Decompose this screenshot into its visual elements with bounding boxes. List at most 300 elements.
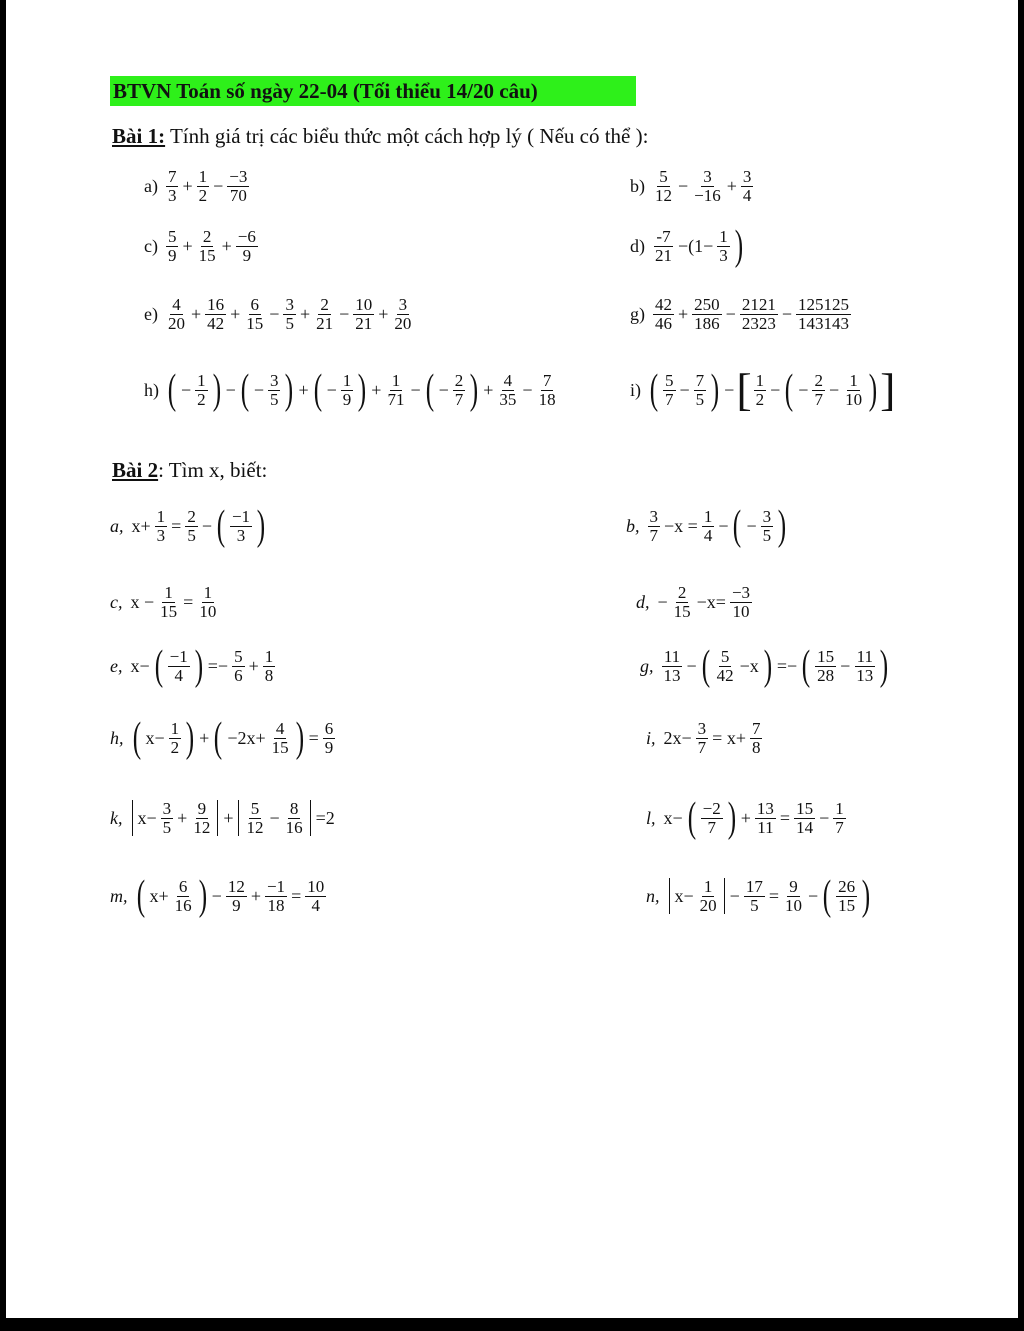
denominator: 20 — [394, 313, 412, 333]
operator: − — [211, 885, 222, 906]
numerator: 1 — [170, 718, 180, 738]
fraction — [173, 878, 194, 915]
denominator: 2323 — [741, 313, 776, 333]
numerator: 3 — [269, 370, 279, 390]
fraction — [843, 372, 864, 409]
numerator: 3 — [742, 166, 752, 186]
operator: −(1− — [678, 235, 714, 256]
numerator: −3 — [229, 166, 248, 186]
operator: = — [291, 885, 302, 906]
bai2-item — [646, 706, 764, 770]
operator: + — [371, 379, 382, 400]
operator: − — [798, 379, 809, 400]
left-paren: ( — [214, 715, 223, 761]
numerator: −2 — [702, 798, 721, 818]
bai2-text: : Tìm x, biết: — [158, 458, 268, 482]
bai1-item — [630, 282, 853, 346]
denominator: 5 — [162, 817, 172, 837]
right-paren: ) — [777, 503, 787, 549]
denominator: 5 — [269, 389, 279, 409]
operator: − — [269, 303, 280, 324]
fraction — [166, 296, 187, 333]
right-paren: ) — [358, 367, 367, 413]
operator: = — [183, 591, 194, 612]
operator: x − — [130, 591, 155, 612]
operator: − — [438, 379, 449, 400]
fraction — [392, 296, 413, 333]
numerator: 15 — [817, 646, 835, 666]
operator: −x = — [664, 515, 698, 536]
operator: − — [725, 303, 736, 324]
fraction — [730, 584, 752, 621]
fraction — [755, 800, 776, 837]
operator: − — [729, 885, 740, 906]
operator: x− — [663, 807, 683, 828]
numerator: 4 — [503, 370, 513, 390]
operator: x− — [137, 807, 157, 828]
fraction — [754, 372, 767, 409]
numerator: 3 — [697, 718, 707, 738]
item-label: i, — [646, 727, 656, 748]
denominator: 5 — [750, 895, 759, 915]
numerator: 6 — [324, 718, 334, 738]
bai1-item — [144, 154, 251, 218]
item-label: k, — [110, 807, 123, 828]
operator: = — [768, 885, 779, 906]
operator: + — [221, 235, 232, 256]
fraction — [195, 372, 208, 409]
denominator: 35 — [499, 389, 517, 409]
numerator: 10 — [307, 876, 325, 896]
numerator: 5 — [234, 646, 243, 666]
fraction — [812, 372, 825, 409]
bai2-item — [110, 634, 277, 698]
fraction — [698, 878, 719, 915]
fraction — [284, 800, 305, 837]
right-paren: ) — [198, 873, 207, 919]
bai2-item — [636, 570, 754, 634]
fraction — [161, 800, 174, 837]
numerator: 2 — [814, 370, 823, 390]
numerator: 5 — [720, 646, 730, 666]
denominator: 21 — [316, 313, 334, 333]
operator: = — [171, 515, 182, 536]
denominator: 12 — [655, 185, 672, 205]
document-page — [6, 0, 1018, 1318]
denominator: 9 — [167, 245, 177, 265]
operator: −2x+ — [227, 727, 266, 748]
fraction — [314, 296, 335, 333]
fraction — [702, 508, 715, 545]
operator: + — [378, 303, 389, 324]
operator: − — [770, 379, 781, 400]
operator: + — [223, 807, 234, 828]
item-label: l, — [646, 807, 656, 828]
fraction — [191, 800, 212, 837]
item-label: d) — [630, 235, 645, 256]
denominator: 18 — [267, 895, 285, 915]
operator: + — [678, 303, 689, 324]
denominator: 10 — [732, 601, 750, 621]
fraction — [155, 508, 168, 545]
fraction — [692, 296, 722, 333]
fraction — [794, 800, 815, 837]
fraction — [761, 508, 774, 545]
fraction — [696, 720, 709, 757]
denominator: 12 — [193, 817, 211, 837]
item-label: m, — [110, 885, 128, 906]
operator: + — [298, 379, 309, 400]
operator: + — [483, 379, 494, 400]
denominator: 15 — [246, 313, 264, 333]
denominator: 4 — [703, 525, 713, 545]
bai1-item — [630, 214, 746, 278]
item-label: h) — [144, 379, 159, 400]
bai2-label: Bài 2 — [112, 458, 159, 482]
right-paren: ) — [763, 643, 773, 689]
numerator: 42 — [655, 294, 672, 314]
left-paren: ( — [785, 367, 794, 413]
denominator: 14 — [796, 817, 814, 837]
numerator: 1 — [755, 370, 765, 390]
denominator: 42 — [716, 665, 734, 685]
denominator: 2 — [198, 185, 208, 205]
numerator: −1 — [169, 646, 188, 666]
fraction — [715, 648, 736, 685]
operator: − — [807, 885, 819, 906]
item-label: n, — [646, 885, 660, 906]
left-paren: ( — [167, 367, 177, 413]
bai2-item — [110, 570, 220, 634]
numerator: 7 — [167, 166, 177, 186]
denominator: 46 — [655, 313, 672, 333]
denominator: 6 — [234, 665, 243, 685]
fraction — [836, 878, 857, 915]
fraction — [323, 720, 336, 757]
operator: =− — [207, 655, 229, 676]
numerator: 5 — [250, 798, 260, 818]
denominator: 12 — [246, 817, 264, 837]
right-paren: ) — [212, 367, 221, 413]
bai1-item — [144, 282, 415, 346]
denominator: 7 — [665, 389, 674, 409]
left-paren: ( — [154, 643, 163, 689]
operator: − — [213, 175, 224, 196]
operator: −x= — [696, 591, 726, 612]
fraction — [185, 508, 198, 545]
fraction — [694, 372, 707, 409]
absolute-value — [238, 800, 310, 837]
operator: + — [740, 807, 751, 828]
fraction — [653, 168, 674, 205]
right-paren: ) — [256, 503, 266, 549]
denominator: 3 — [167, 185, 177, 205]
operator: −x — [739, 655, 759, 676]
operator: − — [269, 807, 280, 828]
operator: = — [779, 807, 791, 828]
denominator: 21 — [355, 313, 373, 333]
fraction — [750, 720, 763, 757]
right-paren: ) — [470, 367, 479, 413]
numerator: −1 — [266, 876, 286, 896]
fraction — [236, 228, 258, 265]
denominator: 3 — [236, 525, 246, 545]
denominator: 5 — [762, 525, 772, 545]
numerator: 10 — [355, 294, 373, 314]
fraction — [265, 878, 287, 915]
fraction — [197, 228, 218, 265]
bai2-heading — [112, 458, 267, 483]
fraction — [169, 720, 182, 757]
operator: + — [190, 303, 202, 324]
denominator: 13 — [856, 665, 874, 685]
fraction — [341, 372, 354, 409]
denominator: 3 — [156, 525, 166, 545]
bai2-item — [646, 786, 848, 850]
left-bracket: [ — [736, 364, 752, 415]
numerator: 250 — [694, 294, 720, 314]
denominator: 16 — [285, 817, 303, 837]
item-label: b, — [626, 515, 640, 536]
fraction — [283, 296, 296, 333]
item-label: a, — [110, 515, 124, 536]
denominator: 4 — [311, 895, 320, 915]
absolute-value — [669, 878, 725, 915]
fraction — [653, 296, 674, 333]
fraction — [353, 296, 374, 333]
right-paren: ) — [734, 223, 743, 269]
numerator: 1 — [203, 582, 213, 602]
operator: − — [522, 379, 533, 400]
right-paren: ) — [710, 367, 720, 413]
numerator: 1 — [719, 226, 728, 246]
absolute-value — [132, 800, 219, 837]
numerator: 11 — [856, 646, 873, 666]
denominator: 7 — [707, 817, 716, 837]
denominator: 71 — [387, 389, 405, 409]
numerator: 9 — [789, 876, 798, 896]
operator: − — [201, 515, 212, 536]
operator: − — [339, 303, 350, 324]
denominator: 10 — [845, 389, 863, 409]
page-title: BTVN Toán số ngày 22-04 (Tối thiểu 14/20 câu) — [110, 76, 636, 106]
numerator: 4 — [172, 294, 181, 314]
denominator: 11 — [757, 817, 774, 837]
numerator: 2 — [202, 226, 212, 246]
operator: + — [250, 885, 261, 906]
right-paren: ) — [295, 715, 304, 761]
numerator: 4 — [275, 718, 285, 738]
denominator: 15 — [198, 245, 216, 265]
operator: − — [326, 379, 337, 400]
fraction — [268, 372, 281, 409]
numerator: 2 — [454, 370, 464, 390]
numerator: -7 — [656, 226, 671, 246]
fraction — [230, 508, 252, 545]
item-label: i) — [630, 379, 641, 400]
operator: 2x− — [663, 727, 692, 748]
denominator: 186 — [694, 313, 720, 333]
numerator: 1 — [849, 370, 858, 390]
right-paren: ) — [868, 367, 878, 413]
right-paren: ) — [194, 643, 203, 689]
fraction — [197, 584, 218, 621]
fraction — [263, 648, 276, 685]
fraction — [385, 372, 406, 409]
operator: =− — [776, 655, 798, 676]
operator: − — [678, 175, 689, 196]
numerator: 3 — [762, 506, 772, 526]
numerator: 3 — [398, 294, 408, 314]
item-label: e, — [110, 655, 123, 676]
denominator: 9 — [342, 389, 352, 409]
operator: − — [840, 655, 851, 676]
item-label: a) — [144, 175, 158, 196]
numerator: 3 — [649, 506, 658, 526]
operator: − — [686, 655, 697, 676]
operator: − — [679, 379, 690, 400]
numerator: 7 — [695, 370, 705, 390]
fraction — [244, 296, 265, 333]
numerator: 8 — [289, 798, 299, 818]
fraction — [197, 168, 210, 205]
operator: + — [177, 807, 188, 828]
bai1-item — [144, 358, 560, 422]
denominator: 4 — [742, 185, 752, 205]
bai1-heading — [112, 124, 648, 149]
fraction — [854, 648, 875, 685]
right-paren: ) — [185, 715, 195, 761]
item-label: g) — [630, 303, 645, 324]
fraction — [226, 878, 247, 915]
bai2-item — [110, 786, 337, 850]
left-paren: ( — [822, 873, 832, 919]
bai2-item — [640, 634, 891, 698]
denominator: 13 — [663, 665, 681, 685]
fraction — [796, 296, 851, 333]
numerator: 1 — [391, 370, 401, 390]
denominator: 7 — [814, 389, 823, 409]
operator: + — [182, 235, 193, 256]
denominator: 5 — [695, 389, 705, 409]
fraction — [166, 228, 179, 265]
fraction — [701, 800, 723, 837]
fraction — [692, 168, 723, 205]
numerator: 6 — [178, 876, 188, 896]
bai1-item — [630, 154, 755, 218]
numerator: 1 — [342, 370, 352, 390]
numerator: 3 — [162, 798, 172, 818]
numerator: 2 — [187, 506, 196, 526]
fraction — [653, 228, 674, 265]
operator: + — [199, 727, 210, 748]
denominator: 16 — [174, 895, 192, 915]
operator: − — [657, 591, 668, 612]
left-paren: ( — [687, 795, 696, 841]
numerator: 11 — [663, 646, 681, 666]
left-paren: ( — [425, 367, 434, 413]
fraction — [833, 800, 846, 837]
denominator: 20 — [699, 895, 717, 915]
numerator: 7 — [542, 370, 552, 390]
bai2-item — [646, 864, 873, 928]
denominator: 10 — [784, 895, 802, 915]
fraction — [232, 648, 245, 685]
fraction — [205, 296, 226, 333]
denominator: 15 — [838, 895, 856, 915]
right-paren: ) — [861, 873, 871, 919]
fraction — [783, 878, 804, 915]
denominator: 42 — [207, 313, 225, 333]
fraction — [744, 878, 765, 915]
left-paren: ( — [216, 503, 226, 549]
fraction — [717, 228, 730, 265]
numerator: 16 — [207, 294, 225, 314]
fraction — [270, 720, 291, 757]
denominator: 28 — [817, 665, 835, 685]
denominator: 8 — [751, 737, 761, 757]
operator: + — [726, 175, 737, 196]
numerator: 1 — [264, 646, 274, 666]
left-paren: ( — [801, 643, 811, 689]
left-paren: ( — [136, 873, 145, 919]
operator: − — [718, 515, 729, 536]
denominator: 2 — [755, 389, 765, 409]
left-paren: ( — [313, 367, 322, 413]
item-label: d, — [636, 591, 650, 612]
bai2-item — [110, 706, 337, 770]
operator: + — [230, 303, 241, 324]
right-bracket: ] — [880, 364, 896, 415]
numerator: 1 — [703, 876, 713, 896]
denominator: 9 — [324, 737, 334, 757]
numerator: 1 — [197, 370, 206, 390]
bai2-item — [110, 494, 268, 558]
operator: + — [182, 175, 193, 196]
bai1-item — [630, 358, 895, 422]
numerator: 3 — [703, 166, 712, 186]
denominator: 7 — [835, 817, 844, 837]
denominator: 15 — [673, 601, 691, 621]
bai1-item — [144, 214, 260, 278]
item-label: h, — [110, 727, 124, 748]
denominator: 20 — [167, 313, 185, 333]
fraction — [305, 878, 326, 915]
denominator: 7 — [649, 525, 658, 545]
operator: − — [819, 807, 830, 828]
operator: = — [308, 727, 319, 748]
fraction — [740, 296, 778, 333]
bai2-item — [110, 864, 328, 928]
bai2-item — [626, 494, 789, 558]
numerator: 26 — [838, 876, 856, 896]
denominator: 7 — [697, 737, 707, 757]
numerator: −6 — [237, 226, 256, 246]
denominator: 5 — [285, 313, 294, 333]
numerator: 125125 — [797, 294, 849, 314]
denominator: 8 — [264, 665, 274, 685]
fraction — [453, 372, 466, 409]
fraction — [672, 584, 693, 621]
operator: − — [746, 515, 757, 536]
numerator: 1 — [164, 582, 173, 602]
denominator: 9 — [242, 245, 252, 265]
denominator: 4 — [174, 665, 183, 685]
operator: − — [181, 379, 192, 400]
operator: − — [253, 379, 264, 400]
fraction — [648, 508, 661, 545]
numerator: 1 — [835, 798, 844, 818]
